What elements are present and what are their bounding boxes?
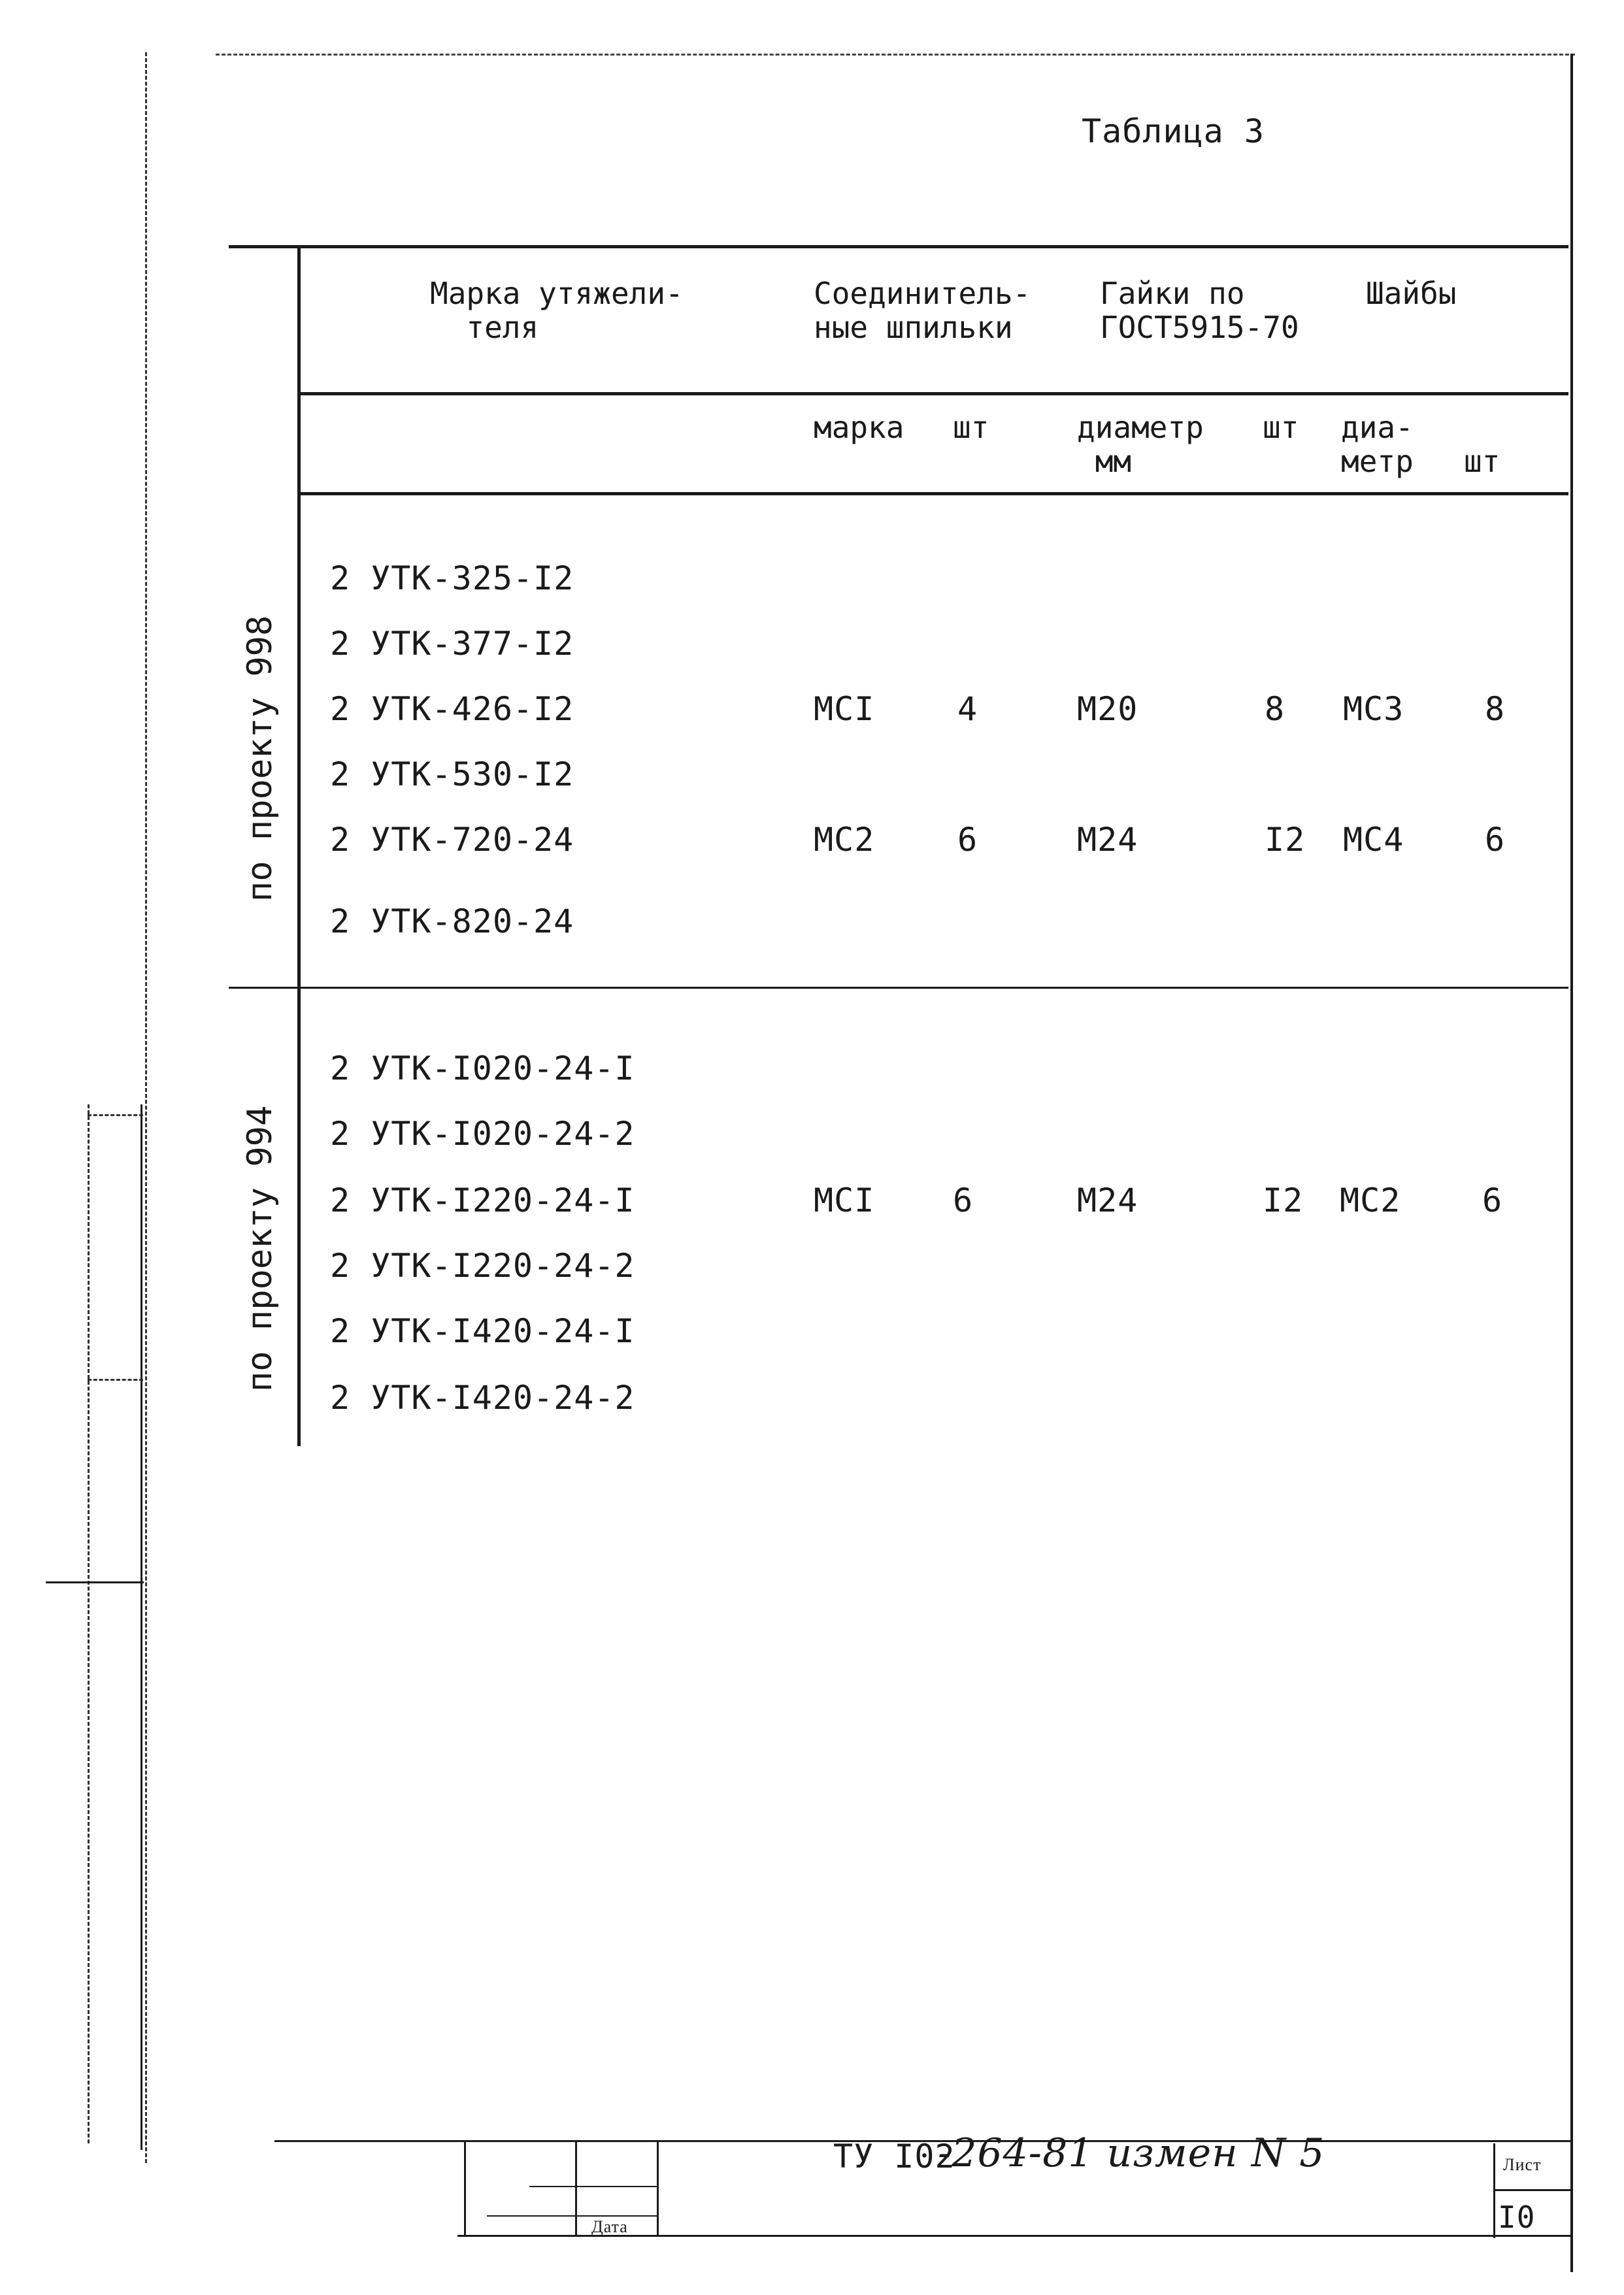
header-nuts: Гайки по ГОСТ5915-70 [1100, 276, 1299, 345]
subheader-sht-2: шт [1263, 410, 1299, 445]
item-label: 2 УТК-I220-24-2 [330, 1247, 635, 1285]
margin-line [88, 1104, 90, 2143]
cell-marka: МСI [814, 1181, 875, 1219]
header-studs: Соединитель- ные шпильки [814, 276, 1031, 345]
date-label: Дата [591, 2217, 628, 2236]
frame-right-line [1570, 54, 1573, 2272]
cell-sht2: 8 [1265, 690, 1285, 728]
item-label: 2 УТК-377-I2 [330, 625, 574, 663]
cell-diameter: М20 [1077, 690, 1138, 728]
item-label: 2 УТК-I020-24-2 [330, 1115, 635, 1153]
item-label: 2 УТК-820-24 [330, 902, 574, 940]
cell-sht: 6 [957, 821, 978, 859]
cell-washer: МС2 [1340, 1181, 1401, 1219]
margin-tick [46, 1581, 144, 1583]
stamp-divider [657, 2140, 659, 2237]
cell-washer: МС3 [1343, 690, 1404, 728]
sheet-label: Лист [1503, 2155, 1542, 2174]
table-top-rule [229, 245, 1568, 248]
header-washers: Шайбы [1366, 276, 1457, 311]
margin-tick [88, 1379, 143, 1381]
header-weight-brand: Марка утяжели- теля [430, 276, 684, 345]
group-divider-rule [229, 987, 1568, 989]
item-label: 2 УТК-325-I2 [330, 559, 574, 597]
frame-top-line [216, 54, 1575, 56]
stamp-sheet-rule [1493, 2189, 1572, 2191]
item-label: 2 УТК-I420-24-I [330, 1312, 635, 1350]
margin-line [141, 1104, 142, 2150]
cell-sht3: 6 [1485, 821, 1506, 859]
doc-code-handwritten: -264-81 измен N 5 [938, 2130, 1325, 2176]
cell-sht2: I2 [1263, 1181, 1304, 1219]
item-label: 2 УТК-I420-24-2 [330, 1379, 635, 1417]
subheader-sht-3: шт [1464, 444, 1500, 479]
item-label: 2 УТК-530-I2 [330, 755, 574, 793]
cell-marka: МСI [814, 690, 875, 728]
stamp-divider [464, 2140, 466, 2237]
doc-code-typed: ТУ I02 [833, 2138, 955, 2175]
cell-washer: МС4 [1343, 821, 1404, 859]
cell-sht3: 8 [1485, 690, 1506, 728]
subheader-dia: диа- метр [1341, 410, 1414, 479]
stamp-cell-rule [487, 2215, 657, 2217]
frame-left-dashes [145, 52, 147, 2163]
cell-sht: 4 [957, 690, 978, 728]
subheader-sht-1: шт [953, 410, 989, 445]
item-label: 2 УТК-I020-24-I [330, 1049, 635, 1087]
group-label-994: по проекту 994 [240, 1105, 280, 1392]
stamp-cell-rule [529, 2186, 657, 2187]
cell-sht: 6 [953, 1181, 974, 1219]
cell-diameter: М24 [1077, 1181, 1138, 1219]
cell-marka: МС2 [814, 821, 875, 859]
subheader-marka: марка [814, 410, 904, 445]
cell-sht2: I2 [1265, 821, 1306, 859]
item-label: 2 УТК-I220-24-I [330, 1181, 635, 1219]
item-label: 2 УТК-426-I2 [330, 690, 574, 728]
margin-tick [88, 1114, 143, 1116]
item-label: 2 УТК-720-24 [330, 821, 574, 859]
cell-diameter: М24 [1077, 821, 1138, 859]
stamp-divider [575, 2140, 577, 2237]
cell-sht3: 6 [1482, 1181, 1503, 1219]
table-title: Таблица 3 [1082, 112, 1265, 150]
sheet-number: I0 [1498, 2200, 1536, 2235]
header-mid-rule [301, 392, 1568, 395]
subheader-diameter: диаметр мм [1077, 410, 1204, 479]
group-label-998: по проекту 998 [240, 615, 280, 902]
table-left-rule [297, 247, 301, 1446]
header-bottom-rule [301, 492, 1568, 495]
